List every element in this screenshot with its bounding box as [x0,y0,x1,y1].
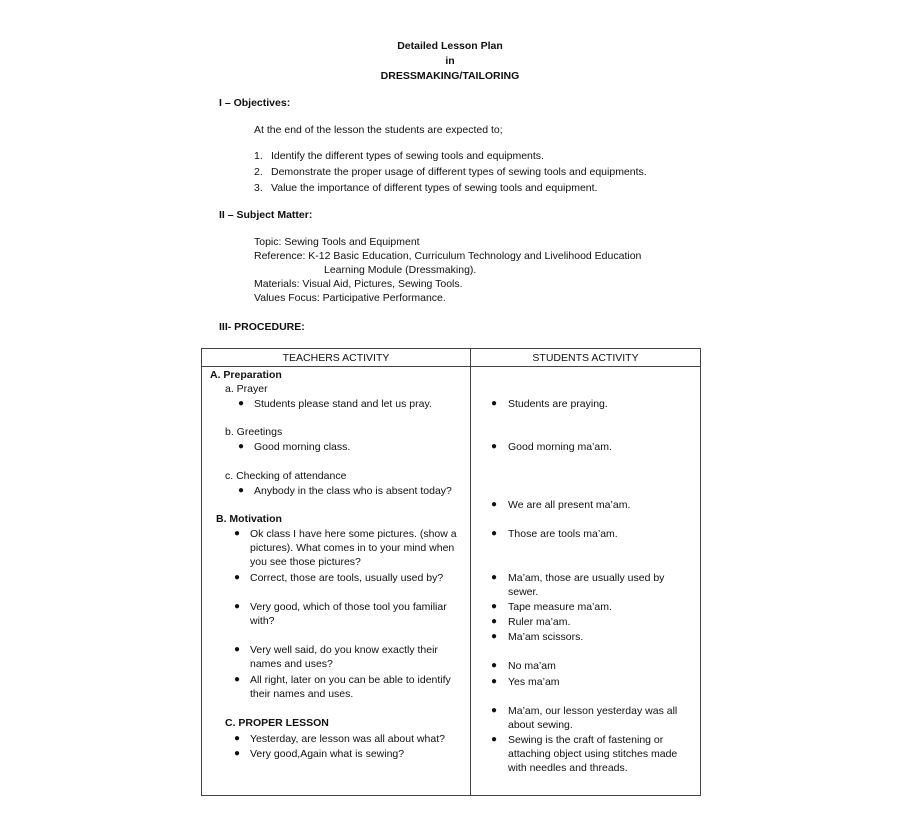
student-response-7: Ruler ma’am. [508,616,571,628]
proper-lesson-line-2: Very good,Again what is sewing? [250,748,405,760]
objective-item-1: Identify the different types of sewing tools and equipments. [271,150,544,162]
teacher-greeting-line: Good morning class. [254,441,351,453]
subject-topic: Topic: Sewing Tools and Equipment [254,236,420,248]
motivation-line-4: Very well said, do you know exactly their [250,644,438,656]
teacher-prayer-line: Students please stand and let us pray. [254,398,432,410]
subject-reference-cont: Learning Module (Dressmaking). [324,264,477,276]
student-response-3: We are all present ma’am. [508,499,631,511]
procedure-heading: III- PROCEDURE: [219,321,305,333]
motivation-line-2: Correct, those are tools, usually used by? [250,572,444,584]
bullet-icon: ● [234,601,241,612]
teacher-activity-header: TEACHERS ACTIVITY [202,349,471,367]
student-response-5b: sewer. [508,586,539,598]
subject-materials: Materials: Visual Aid, Pictures, Sewing Tools. [254,278,463,290]
objective-item-2: Demonstrate the proper usage of different types of sewing tools and equipments. [271,166,647,178]
objective-item-3-num: 3. [254,182,263,194]
procedure-table [201,348,701,796]
motivation-line-3b: with? [250,615,275,627]
subject-reference: Reference: K-12 Basic Education, Curriculum Technology and Livelihood Education [254,250,642,262]
bullet-icon: ● [238,441,245,452]
student-response-4: Those are tools ma’am. [508,528,618,540]
student-response-8: Ma’am scissors. [508,631,584,643]
bullet-icon: ● [491,441,498,452]
bullet-icon: ● [491,616,498,627]
bullet-icon: ● [491,676,498,687]
student-response-11: Ma’am, our lesson yesterday was all [508,705,678,717]
student-response-2: Good morning ma’am. [508,441,612,453]
motivation-line-5b: their names and uses. [250,688,354,700]
student-response-12c: with needles and threads. [508,762,628,774]
doc-title-line1: Detailed Lesson Plan [397,40,503,52]
section-b-label: B. Motivation [216,513,282,525]
student-response-12: Sewing is the craft of fastening or [508,734,664,746]
doc-title-line3: DRESSMAKING/TAILORING [380,70,520,82]
motivation-line-5: All right, later on you can be able to identify [250,674,451,686]
bullet-icon: ● [234,572,241,583]
bullet-icon: ● [234,644,241,655]
motivation-line-1: Ok class I have here some pictures. (show a [250,528,457,540]
subject-matter-heading: II – Subject Matter: [219,209,313,221]
subject-values: Values Focus: Participative Performance. [254,292,446,304]
bullet-icon: ● [238,398,245,409]
student-response-6: Tape measure ma’am. [508,601,612,613]
bullet-icon: ● [491,631,498,642]
motivation-line-3: Very good, which of those tool you familiar [250,601,447,613]
bullet-icon: ● [491,734,498,745]
doc-title-line2: in [445,55,455,67]
objectives-heading: I – Objectives: [219,97,291,109]
bullet-icon: ● [234,674,241,685]
motivation-line-4b: names and uses? [250,658,333,670]
motivation-line-1c: you see those pictures? [250,556,361,568]
bullet-icon: ● [234,733,241,744]
student-activity-cell [471,367,701,796]
bullet-icon: ● [491,528,498,539]
greetings-label: b. Greetings [225,426,283,438]
procedure-table-body-row [202,367,701,796]
proper-lesson-line-1: Yesterday, are lesson was all about what? [250,733,445,745]
student-response-11b: about sewing. [508,719,573,731]
bullet-icon: ● [491,499,498,510]
prayer-label: a. Prayer [225,383,268,395]
student-response-10: Yes ma’am [508,676,560,688]
objective-item-2-num: 2. [254,166,263,178]
bullet-icon: ● [491,705,498,716]
student-activity-header: STUDENTS ACTIVITY [471,349,701,367]
bullet-icon: ● [491,398,498,409]
bullet-icon: ● [234,528,241,539]
bullet-icon: ● [491,601,498,612]
bullet-icon: ● [234,748,241,759]
procedure-table-header-row [202,349,701,367]
section-c-label: C. PROPER LESSON [225,717,329,729]
teacher-attendance-line: Anybody in the class who is absent today? [254,485,452,497]
objective-item-1-num: 1. [254,150,263,162]
student-response-9: No ma’am [508,660,556,672]
motivation-line-1b: pictures). What comes in to your mind when [250,542,455,554]
student-response-5: Ma’am, those are usually used by [508,572,665,584]
bullet-icon: ● [491,660,498,671]
attendance-label: c. Checking of attendance [225,470,347,482]
bullet-icon: ● [491,572,498,583]
bullet-icon: ● [238,485,245,496]
objective-item-3: Value the importance of different types of sewing tools and equipment. [271,182,598,194]
objectives-intro: At the end of the lesson the students are expected to; [254,124,503,136]
teacher-activity-cell [202,367,471,796]
section-a-label: A. Preparation [210,369,282,381]
student-response-1: Students are praying. [508,398,608,410]
student-response-12b: attaching object using stitches made [508,748,678,760]
